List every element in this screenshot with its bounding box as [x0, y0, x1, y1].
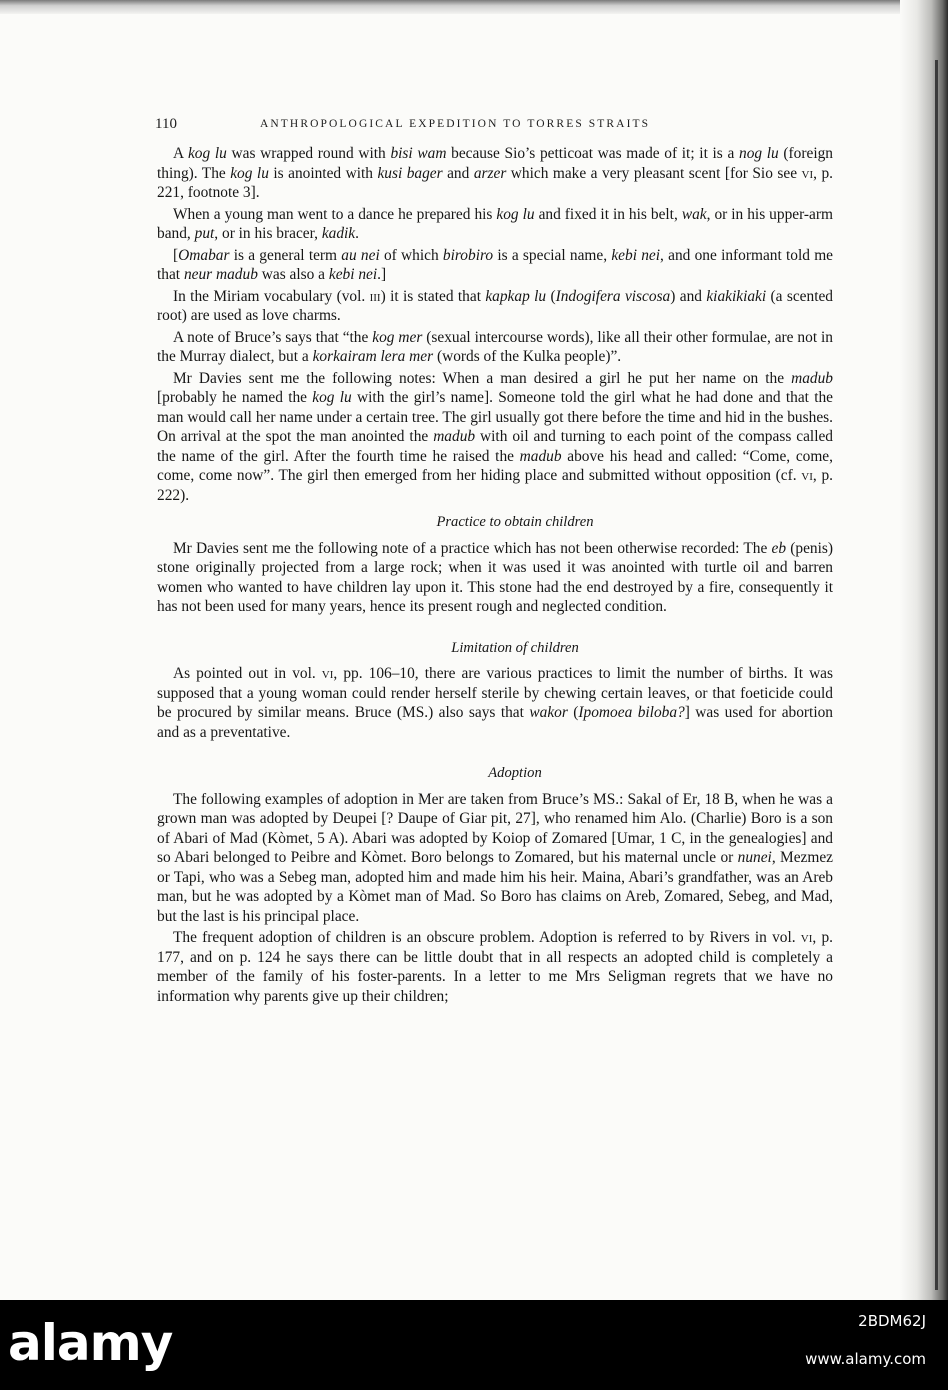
- binding-edge-line: [935, 60, 938, 1290]
- page-header: [155, 116, 725, 138]
- page-number: 110: [155, 116, 177, 132]
- paragraph: When a young man went to a dance he prepared his kog lu and fixed it in his belt, wak, or in his upper-arm band, put, or in his bracer, kadik.: [157, 205, 833, 242]
- section-heading-adoption: Adoption: [488, 765, 542, 781]
- paragraph: Mr Davies sent me the following note of a practice which has not been otherwise recorded: The eb (penis) stone originally projected from a large rock; when it was used it was anointed with turtle oil and barren women who wanted to have children lay upon it. This stone had the end destroyed by a fire, consequently it has not been used for many years, hence its present rough and neglected condition.: [157, 539, 833, 615]
- stock-url: www.alamy.com: [805, 1350, 926, 1368]
- page-top-edge: [0, 0, 948, 14]
- paragraph: In the Miriam vocabulary (vol. iii) it is stated that kapkap lu (Indogifera viscosa) and kiakikiaki (a scented root) are used as love charms.: [157, 287, 833, 324]
- running-title: ANTHROPOLOGICAL EXPEDITION TO TORRES STRAITS: [260, 118, 651, 130]
- section-heading-practice: Practice to obtain children: [436, 514, 594, 530]
- paragraph: A note of Bruce’s says that “the kog mer (sexual intercourse words), like all their other formulae, are not in the Murray dialect, but a korkairam lera mer (words of the Kulka people)”.: [157, 328, 833, 365]
- paragraph: The following examples of adoption in Mer are taken from Bruce’s MS.: Sakal of Er, 18 B, when he was a grown man was adopted by Deupei [? Daupe of Giar pit, 27], who renamed him Alo. (Charlie) Boro is a son of Abari of Mad (Kòmet, 5 A). Abari was adopted by Koiop of Zomared [Umar, 1 C, in the genealogies] and so Abari belonged to Peibre and Kòmet. Boro belongs to Zomared, but his maternal uncle or nunei, Mezmez or Tapi, who was a Sebeg man, adopted him and made him his heir. Maina, Abari’s grandfather, was an Areb man, but he was adopted by a Kòmet man of Mad. So Boro has claims on Areb, Zomared, Sebeg, and Mad, but the last is his principal place.: [157, 790, 833, 925]
- paragraph: Mr Davies sent me the following notes: When a man desired a girl he put her name on the madub [probably he named the kog lu with the girl’s name]. Someone told the girl what he had done and that the man would call her name under a certain tree. The girl usually got there before the time and hid in the bushes. On arrival at the spot the man anointed the madub with oil and turning to each point of the compass called the name of the girl. After the fourth time he raised the madub above his head and called: “Come, come, come, come now”. The girl then emerged from her hiding place and submitted without opposition (cf. vi, p. 222).: [157, 369, 834, 504]
- paragraph: [Omabar is a general term au nei of which birobiro is a special name, kebi nei, and one informant told me that neur madub was also a kebi nei.]: [157, 246, 833, 283]
- section-heading-limitation: Limitation of children: [451, 639, 579, 656]
- alamy-logo: alamy: [8, 1314, 173, 1372]
- image-id: 2BDM62J: [858, 1312, 926, 1330]
- paragraph: The frequent adoption of children is an obscure problem. Adoption is referred to by Rivers in vol. vi, p. 177, and on p. 124 he says there can be little doubt that in all respects an adopted child is completely a member of the family of his foster-parents. In a letter to me Mrs Seligman regrets that we have no information why parents give up their children;: [157, 929, 833, 1005]
- book-binding-shadow: [900, 0, 948, 1300]
- paragraph: A kog lu was wrapped round with bisi wam because Sio’s petticoat was made of it; it is a nog lu (foreign thing). The kog lu is anointed with kusi bager and arzer which make a very pleasant scent [for Sio see vi, p. 221, footnote 3].: [157, 145, 834, 201]
- paragraph: As pointed out in vol. vi, pp. 106–10, there are various practices to limit the number of births. It was supposed that a young woman could render herself sterile by chewing certain leaves, or that foeticide could be procured by similar means. Bruce (MS.) also says that wakor (Ipomoea biloba?] was used for abortion and as a preventative.: [157, 665, 833, 741]
- body-text: [157, 144, 833, 1008]
- stock-watermark-bar: [0, 1300, 948, 1390]
